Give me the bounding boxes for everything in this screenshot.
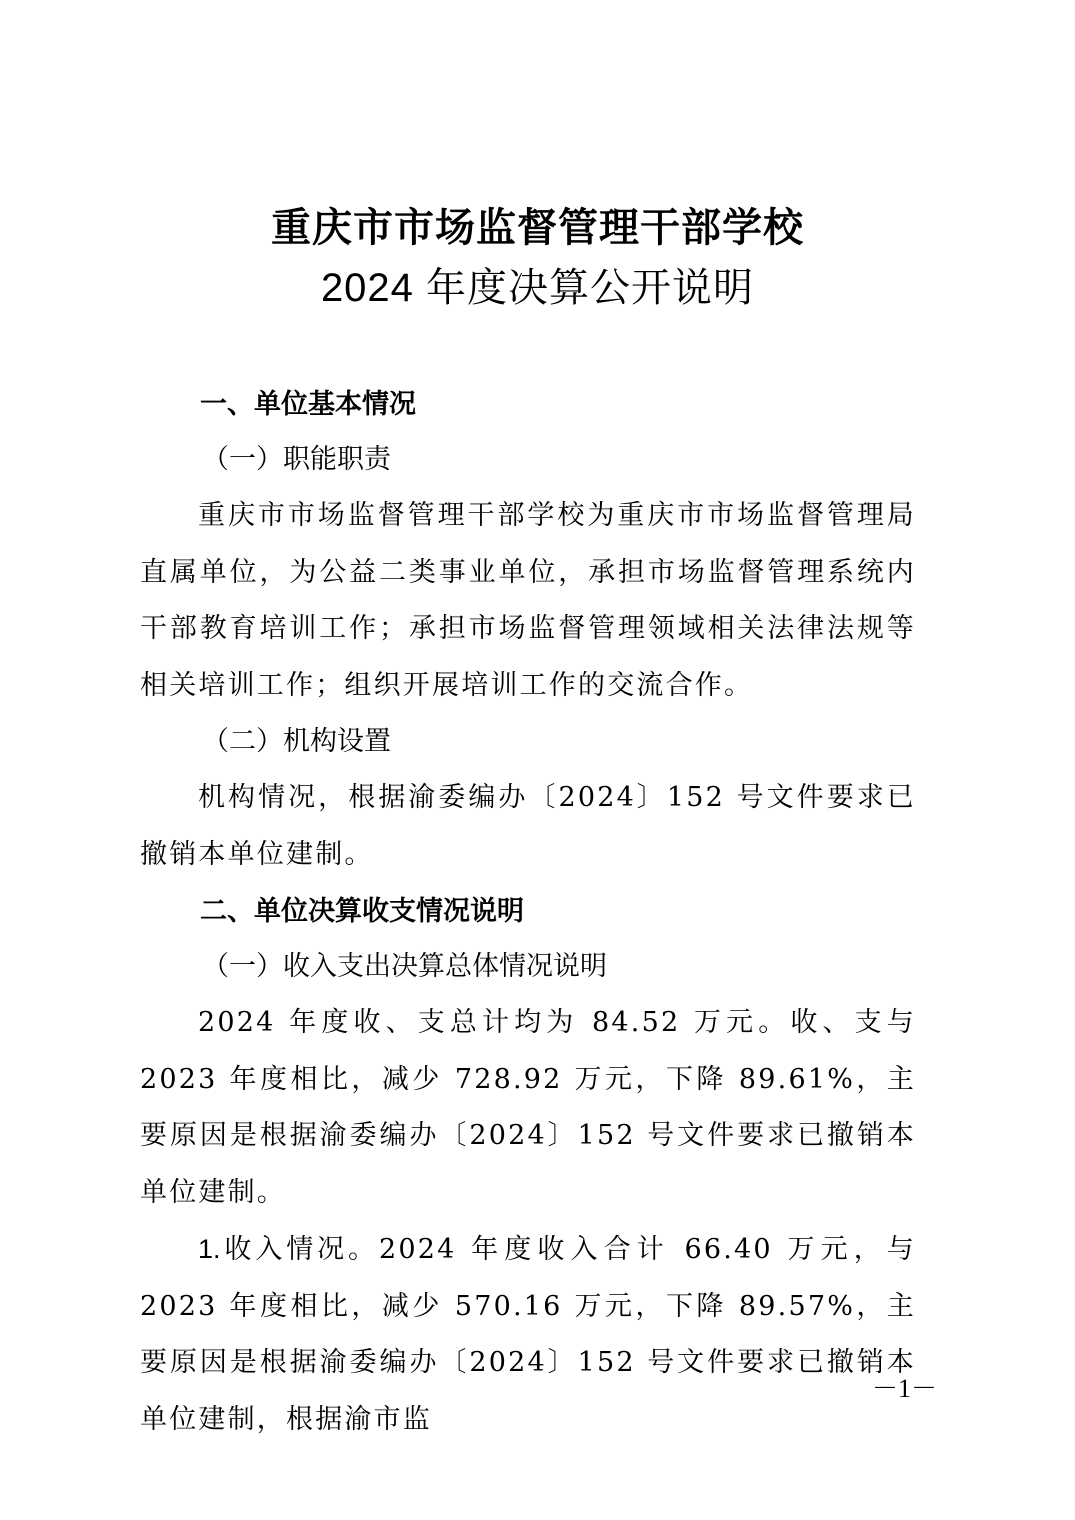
- section-2-heading: 二、单位决算收支情况说明: [200, 896, 524, 926]
- page-number: －1－: [871, 1374, 937, 1403]
- income-lead-label: 1.收入情况。: [198, 1234, 379, 1264]
- subsection-1-1-text: 重庆市市场监督管理干部学校为重庆市市场监督管理局直属单位，为公益二类事业单位，承担市场监督管理系统内干部教育培训工作；承担市场监督管理领域相关法律法规等相关培训工作；组织开展培训工作的交流合作。: [140, 500, 916, 701]
- subsection-1-1-heading: （一）职能职责: [202, 444, 391, 475]
- title-line-1: 重庆市市场监督管理干部学校: [271, 204, 804, 251]
- section-1-heading: 一、单位基本情况: [200, 389, 416, 419]
- section-2-paragraph-2: [140, 1221, 916, 1448]
- section-2-paragraph-1: 2024 年度收、支总计均为 84.52 万元。收、支与 2023 年度相比，减少 728.92 万元，下降 89.61%，主要原因是根据渝委编办〔2024〕152 号文件要求已撤销本单位建制。: [140, 1007, 916, 1208]
- subsection-2-1-heading: （一）收入支出决算总体情况说明: [202, 951, 607, 982]
- document-title: [0, 198, 1075, 318]
- subsection-1-2-text: 机构情况，根据渝委编办〔2024〕152 号文件要求已撤销本单位建制。: [140, 782, 916, 870]
- document-body: [140, 376, 916, 1448]
- subsection-1-2-heading: （二）机构设置: [202, 726, 391, 757]
- income-text: 2024 年度收入合计 66.40 万元，与 2023 年度相比，减少 570.16 万元，下降 89.57%，主要原因是根据渝委编办〔2024〕152 号文件要求已撤销本单位建制，根据渝市监: [140, 1234, 916, 1435]
- title-line-2: 2024 年度决算公开说明: [320, 266, 755, 310]
